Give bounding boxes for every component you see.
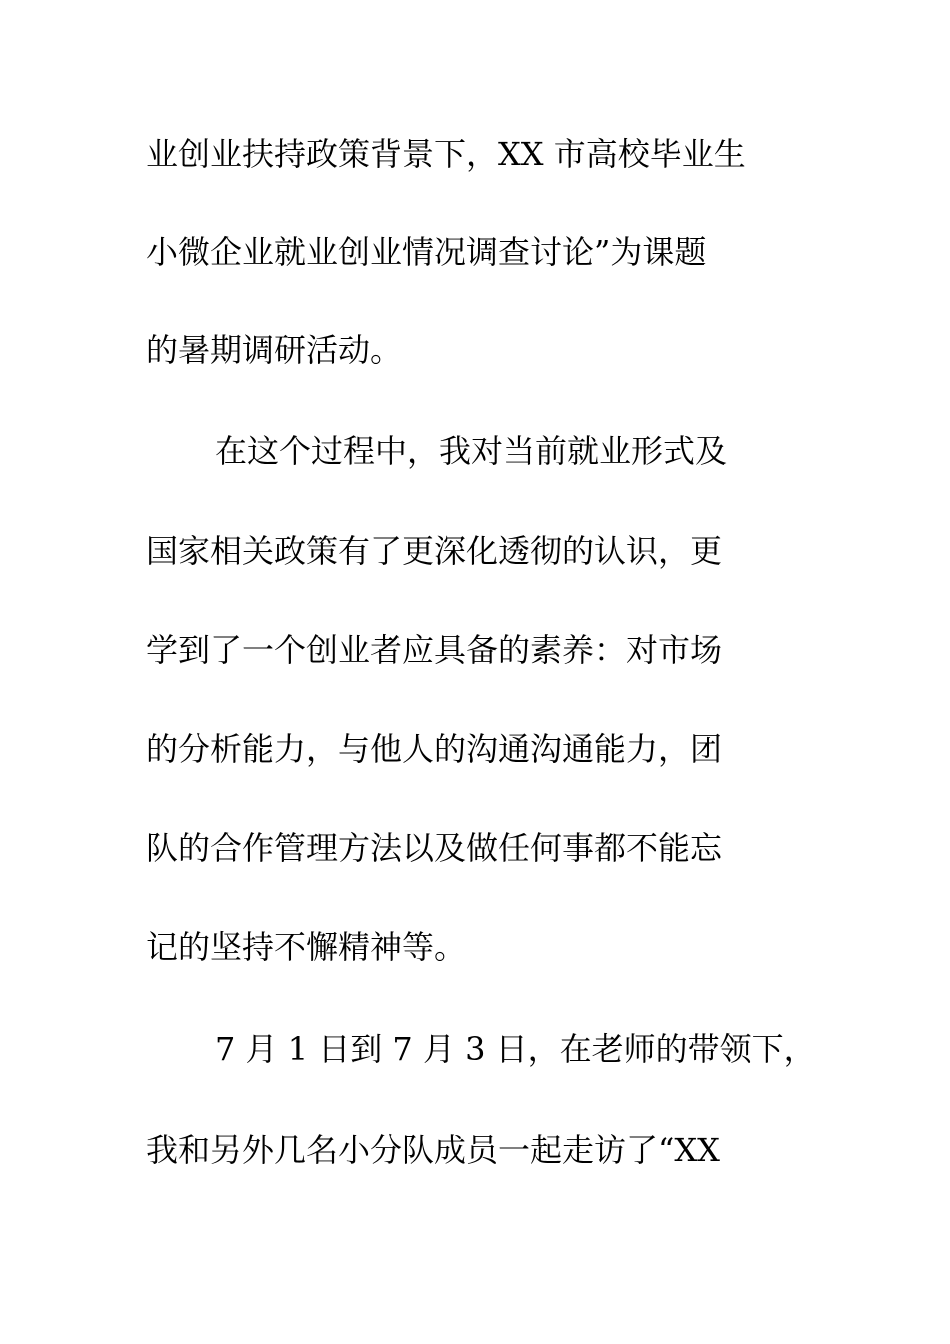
text-line: 在这个过程中，我对当前就业形式及 xyxy=(215,432,728,470)
text-line: 记的坚持不懈精神等。 xyxy=(146,928,467,966)
text-line: 队的合作管理方法以及做任何事都不能忘 xyxy=(146,829,723,867)
text-line: 的分析能力，与他人的沟通沟通能力，团 xyxy=(146,730,723,768)
text-line: 小微企业就业创业情况调查讨论”为课题 xyxy=(146,233,707,271)
text-line: 学到了一个创业者应具备的素养：对市场 xyxy=(146,631,723,669)
text-line: 我和另外几名小分队成员一起走访了“XX xyxy=(146,1131,720,1169)
text-line: 业创业扶持政策背景下，XX 市高校毕业生 xyxy=(146,135,746,173)
text-line: 国家相关政策有了更深化透彻的认识，更 xyxy=(146,532,723,570)
text-line: 7 月 1 日到 7 月 3 日，在老师的带领下， xyxy=(215,1030,816,1068)
text-line: 的暑期调研活动。 xyxy=(146,331,403,369)
